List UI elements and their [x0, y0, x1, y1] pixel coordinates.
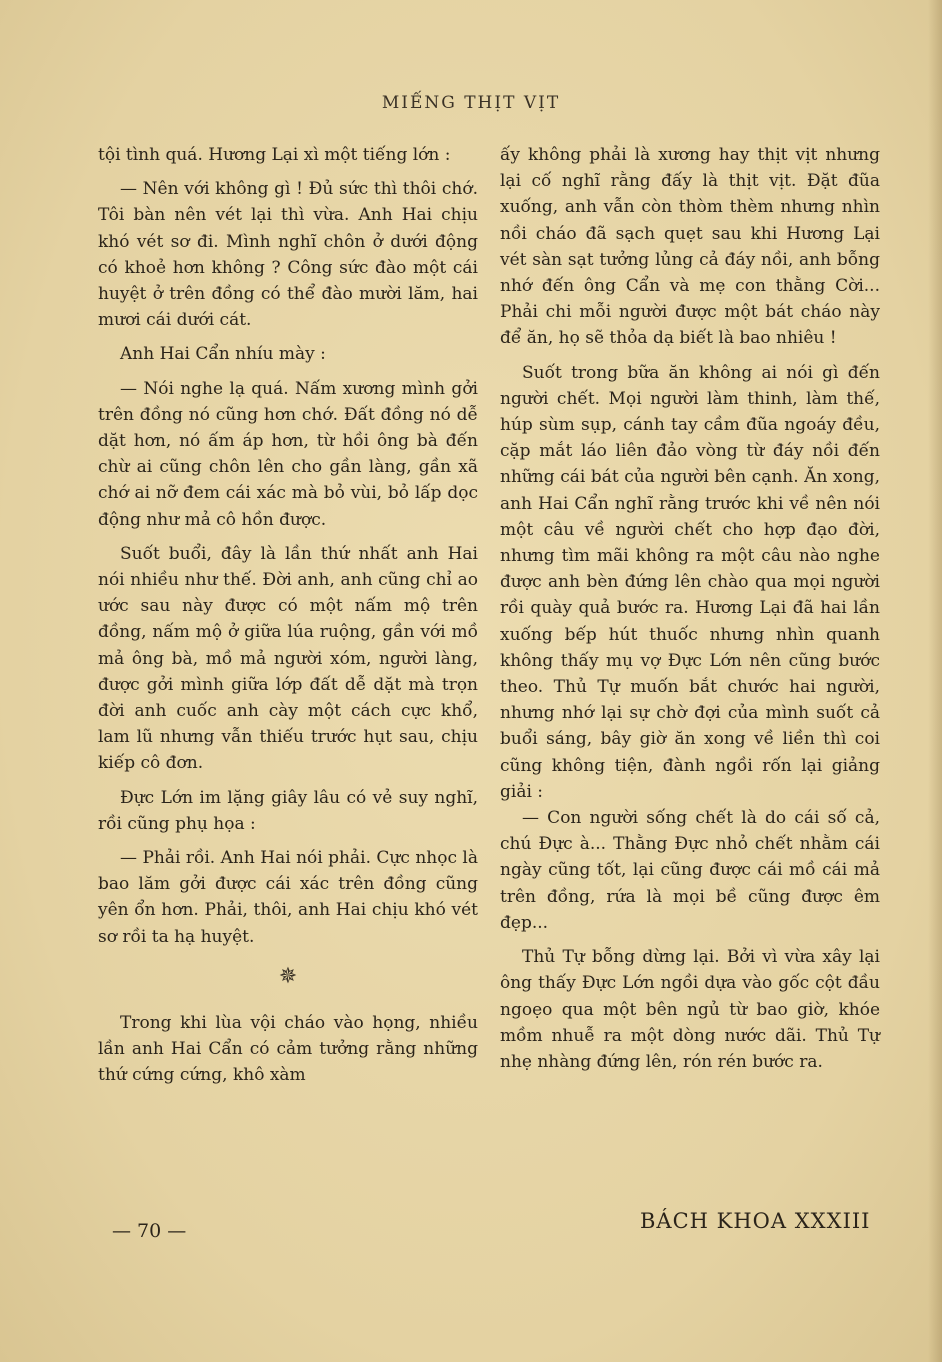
paragraph: ấy không phải là xương hay thịt vịt nhưng lại cố nghĩ rằng đấy là thịt vịt. Đặt đũa xuống, anh vẫn còn thòm thèm nhưng nhìn nồi cháo đã sạch quẹt sau khi Hương Lại vét sàn sạt tưởng lủng cả đáy nồi, anh bỗng nhớ đến ông Cẩn và mẹ con thằng Cời... Phải chi mỗi người được một bát cháo này để ăn, họ sẽ thỏa dạ biết là bao nhiêu !	[500, 145, 880, 349]
magazine-name: BÁCH KHOA XXXIII	[640, 1209, 871, 1233]
paragraph: Suốt trong bữa ăn không ai nói gì đến người chết. Mọi người làm thinh, làm thế, húp sùm sụp, cánh tay cầm đũa ngoáy đều, cặp mắt láo liên đảo vòng từ đáy nồi đến những cái bát của người bên cạnh. Ăn xong, anh Hai Cẩn nghĩ rằng trước khi về nên nói một câu về người chết cho hợp đạo đời, nhưng tìm mãi không ra một câu nào nghe được anh bèn đứng lên chào qua mọi người rồi quày quả bước ra. Hương Lại đã hai lần xuống bếp hút thuốc nhưng nhìn quanh không thấy mụ vợ Đực Lớn nên cũng bước theo. Thủ Tự muốn bắt chước hai người, nhưng nhớ lại sự chờ đợi của mình suốt cả buổi sáng, bây giờ ăn xong về liền thì coi cũng không tiện, đành ngồi rốn lại giảng giải :	[500, 362, 880, 802]
paragraph: — Nên với không gì ! Đủ sức thì thôi chớ. Tôi bàn nên vét lại thì vừa. Anh Hai chịu khó vét sơ đi. Mình nghĩ chôn ở dưới động có khoẻ hơn không ? Công sức đào một cái huyệt ở trên đồng có thể đào mười lăm, hai mươi cái dưới cát.	[98, 179, 478, 331]
paragraph: — Con người sống chết là do cái số cả, chú Đực à... Thằng Đực nhỏ chết nhằm cái ngày cũng tốt, lại cũng được cái mồ cái mả trên đồng, rứa là mọi bề cũng được êm đẹp...	[500, 808, 880, 933]
left-column	[98, 142, 478, 1089]
right-column	[500, 142, 880, 1075]
paragraph: Thủ Tự bỗng dừng lại. Bởi vì vừa xây lại ông thấy Đực Lớn ngồi dựa vào gốc cột đầu ngoẹo qua một bên ngủ từ bao giờ, khóe mồm nhuễ ra một dòng nước dãi. Thủ Tự nhẹ nhàng đứng lên, rón rén bước ra.	[500, 947, 880, 1072]
paragraph: — Phải rồi. Anh Hai nói phải. Cực nhọc là bao lăm gởi được cái xác trên đồng cũng yên ổn hơn. Phải, thôi, anh Hai chịu khó vét sơ rồi ta hạ huyệt.	[98, 848, 478, 947]
section-divider-star-icon: ✵	[278, 963, 298, 989]
paragraph: Suốt buổi, đây là lần thứ nhất anh Hai nói nhiều như thế. Đời anh, anh cũng chỉ ao ước sau này được có một nấm mộ trên đồng, nấm mộ ở giữa lúa ruộng, gần với mồ mả ông bà, mồ mả người xóm, người làng, được gởi mình giữa lớp đất dễ dặt mà trọn đời anh cuốc anh cày một cách cực khổ, lam lũ nhưng vẫn thiếu trước hụt sau, chịu kiếp cô đơn.	[98, 543, 478, 774]
paragraph: Trong khi lùa vội cháo vào họng, nhiều lần anh Hai Cẩn có cảm tưởng rằng những thứ cứng cứng, khô xàm	[98, 1012, 478, 1086]
paragraph: tội tình quá. Hương Lại xì một tiếng lớn :	[98, 145, 451, 165]
paragraph: Anh Hai Cẩn nhíu mày :	[120, 344, 326, 365]
paragraph: — Nói nghe lạ quá. Nấm xương mình gởi trên đồng nó cũng hơn chớ. Đất đồng nó dễ dặt hơn, nó ấm áp hơn, từ hồi ông bà đến chừ ai cũng chôn lên cho gần làng, gần xã chớ ai nỡ đem cái xác mà bỏ vùi, bỏ lấp dọc động như mả cô hồn được.	[98, 378, 478, 530]
paragraph: Đực Lớn im lặng giây lâu có vẻ suy nghĩ, rồi cũng phụ họa :	[98, 787, 478, 834]
page-edge-shadow	[928, 0, 942, 1362]
page-number: — 70 —	[112, 1220, 187, 1242]
running-title: MIẾNG THỊT VỊT	[381, 93, 561, 113]
